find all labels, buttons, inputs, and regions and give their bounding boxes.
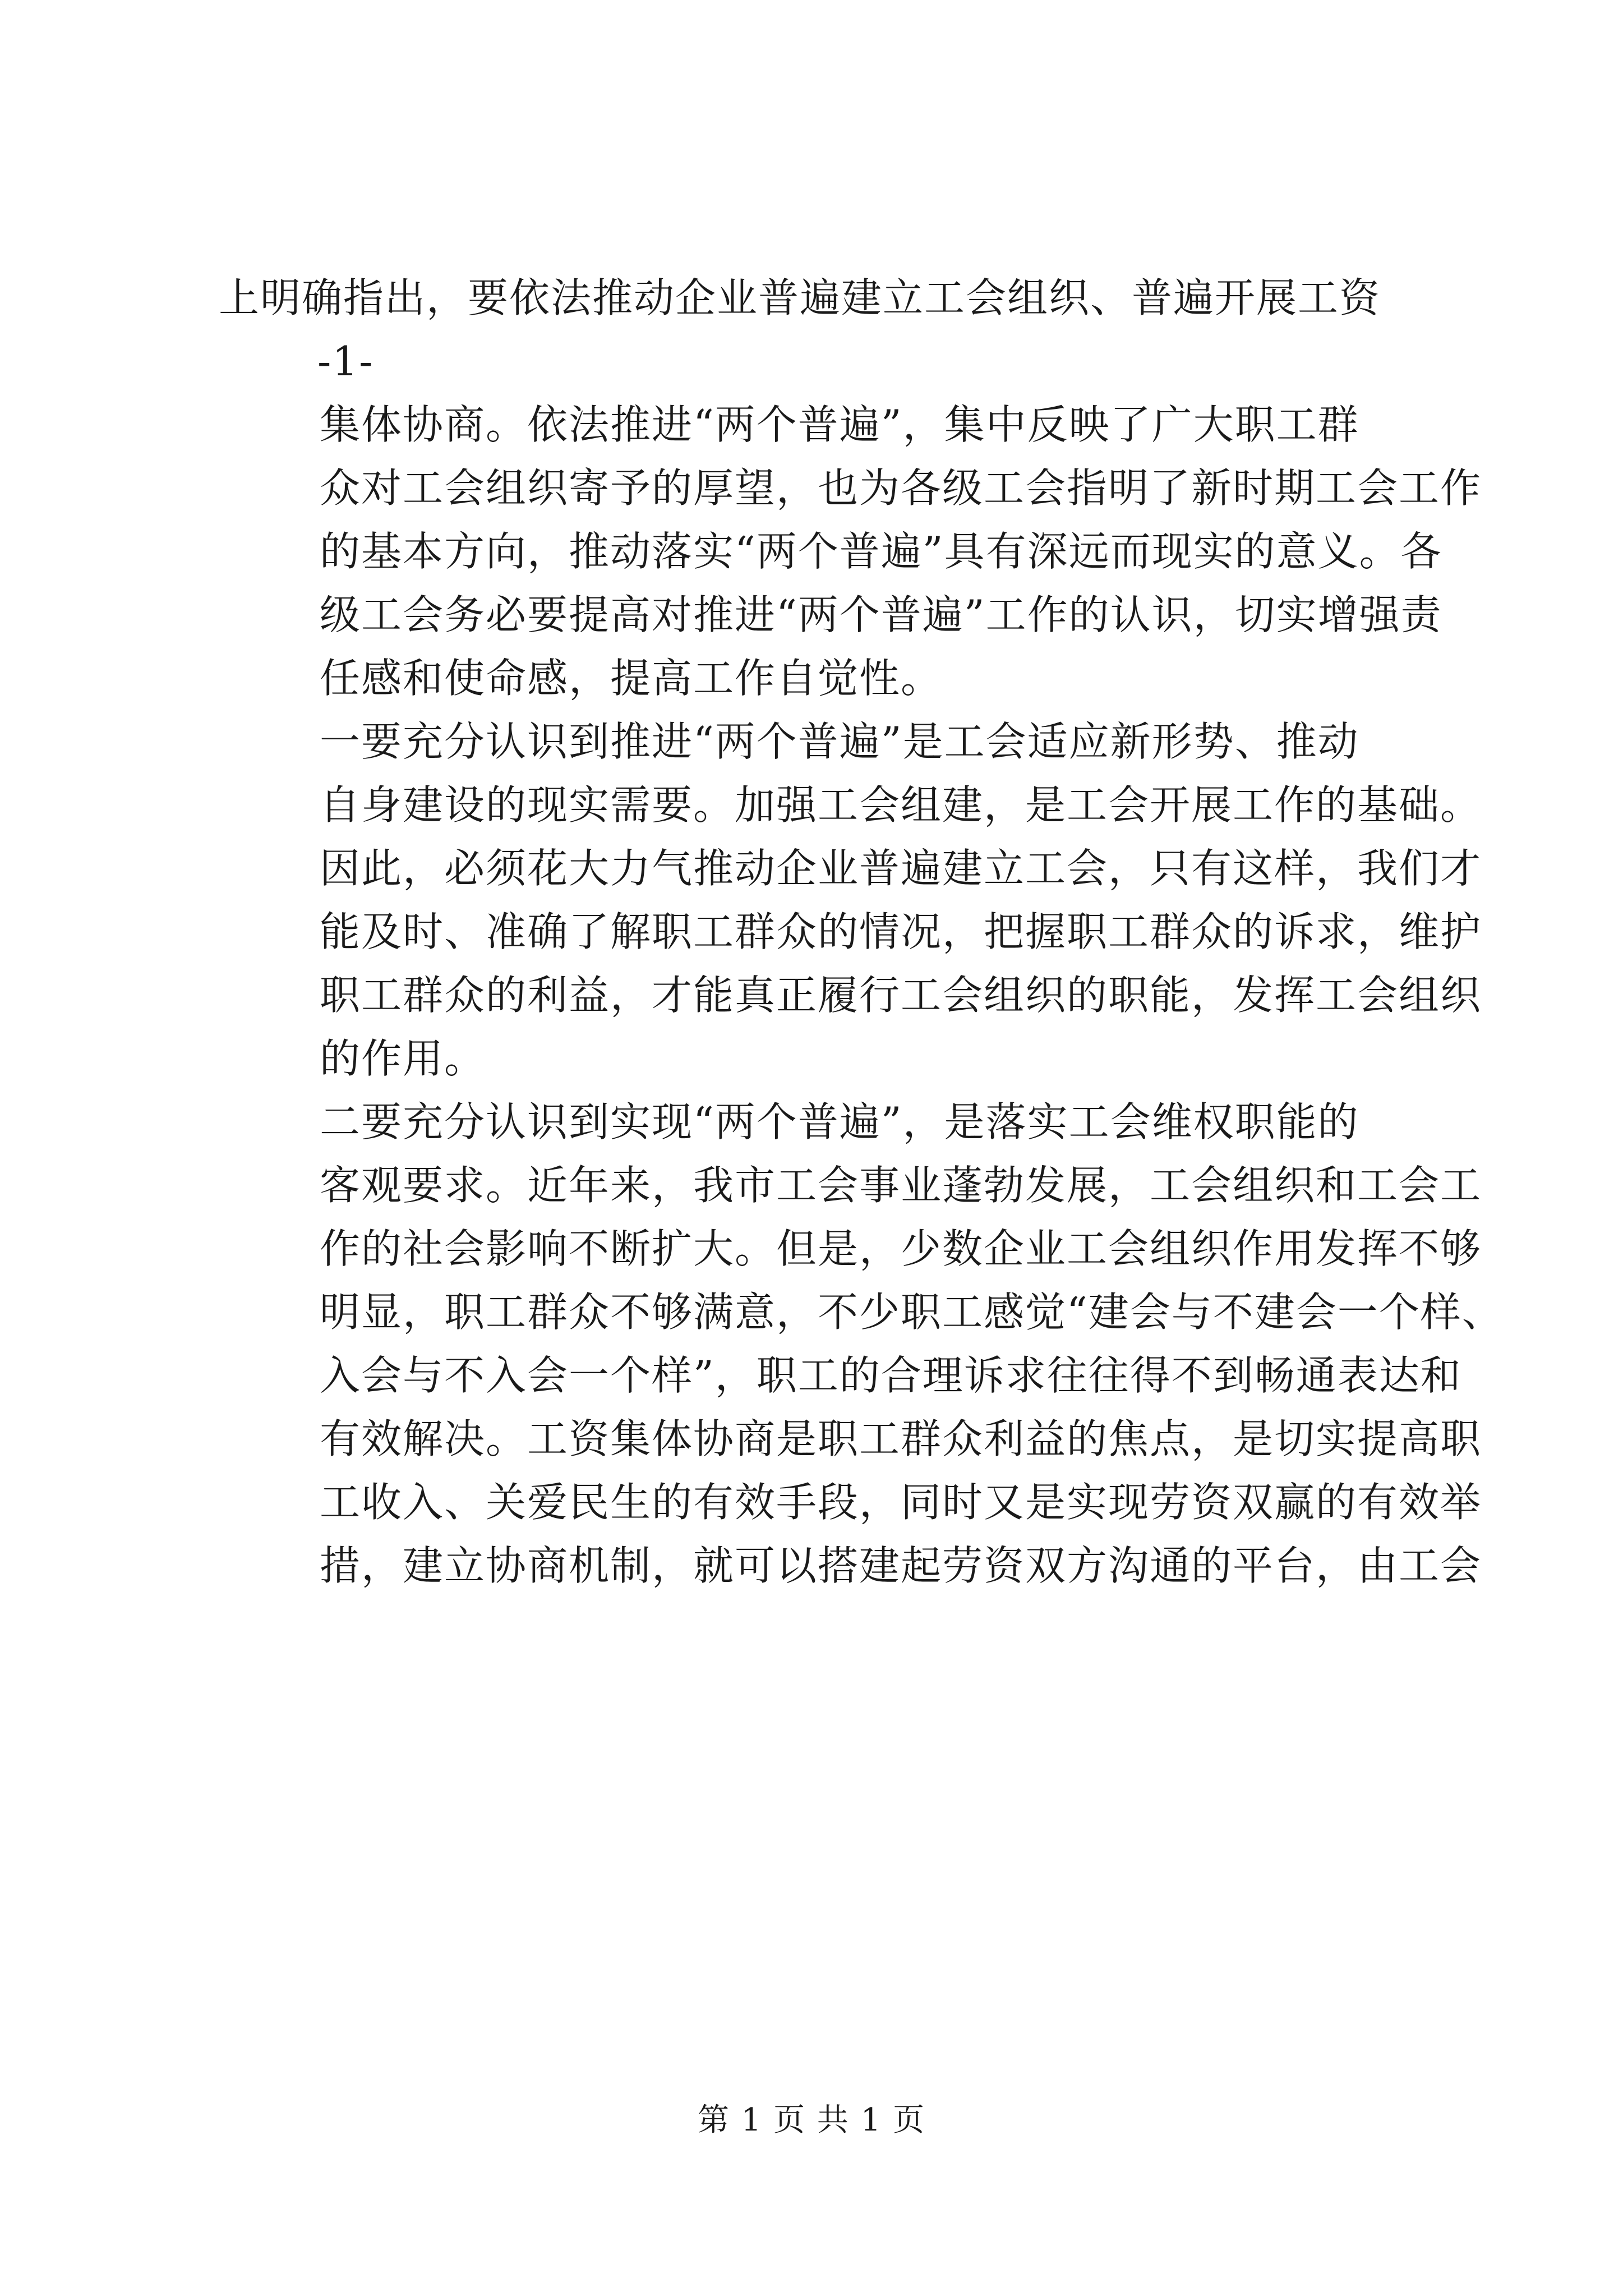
paragraph-1 — [219, 393, 1482, 710]
text-line: 一要充分认识到推进“两个普遍”是工会适应新形势、推动 — [320, 718, 1359, 765]
text-line: 能及时、准确了解职工群众的情况，把握职工群众的诉求，维护 — [320, 908, 1482, 955]
document-body — [219, 266, 1504, 1598]
text-line: 自身建设的现实需要。加强工会组建，是工会开展工作的基础。 — [320, 781, 1482, 829]
text-line: 有效解决。工资集体协商是职工群众利益的焦点，是切实提高职 — [320, 1415, 1482, 1462]
text-line: 任感和使命感，提高工作自觉性。 — [320, 655, 943, 702]
text-line: 众对工会组织寄予的厚望，也为各级工会指明了新时期工会工作 — [320, 464, 1482, 512]
text-line: 的作用。 — [320, 1035, 486, 1082]
paragraph-3 — [219, 1091, 1504, 1598]
text-line: 明显，职工群众不够满意，不少职工感觉“建会与不建会一个样、 — [320, 1289, 1504, 1336]
text-line: 工收入、关爱民生的有效手段，同时又是实现劳资双赢的有效举 — [320, 1479, 1482, 1526]
inline-page-marker: -1- — [317, 338, 374, 385]
text-line: 二要充分认识到实现“两个普遍”，是落实工会维权职能的 — [320, 1098, 1359, 1145]
page-footer — [0, 2101, 1623, 2140]
continuation-line: 上明确指出，要依法推动企业普遍建立工会组织、普遍开展工资 — [219, 274, 1381, 321]
paragraph-2 — [219, 710, 1482, 1091]
page-number-info: 第 1 页 共 1 页 — [697, 2102, 926, 2138]
text-line: 入会与不入会一个样”，职工的合理诉求往往得不到畅通表达和 — [320, 1352, 1462, 1399]
text-line: 客观要求。近年来，我市工会事业蓬勃发展，工会组织和工会工 — [320, 1162, 1482, 1209]
text-line: 作的社会影响不断扩大。但是，少数企业工会组织作用发挥不够 — [320, 1225, 1482, 1272]
text-line: 集体协商。依法推进“两个普遍”，集中反映了广大职工群 — [320, 401, 1359, 448]
text-line: 措，建立协商机制，就可以搭建起劳资双方沟通的平台，由工会 — [320, 1542, 1482, 1589]
text-line: 因此，必须花大力气推动企业普遍建立工会，只有这样，我们才 — [320, 845, 1482, 892]
text-line: 职工群众的利益，才能真正履行工会组织的职能，发挥工会组织 — [320, 972, 1482, 1019]
text-line: 级工会务必要提高对推进“两个普遍”工作的认识，切实增强责 — [320, 591, 1442, 638]
text-line: 的基本方向，推动落实“两个普遍”具有深远而现实的意义。各 — [320, 528, 1442, 575]
